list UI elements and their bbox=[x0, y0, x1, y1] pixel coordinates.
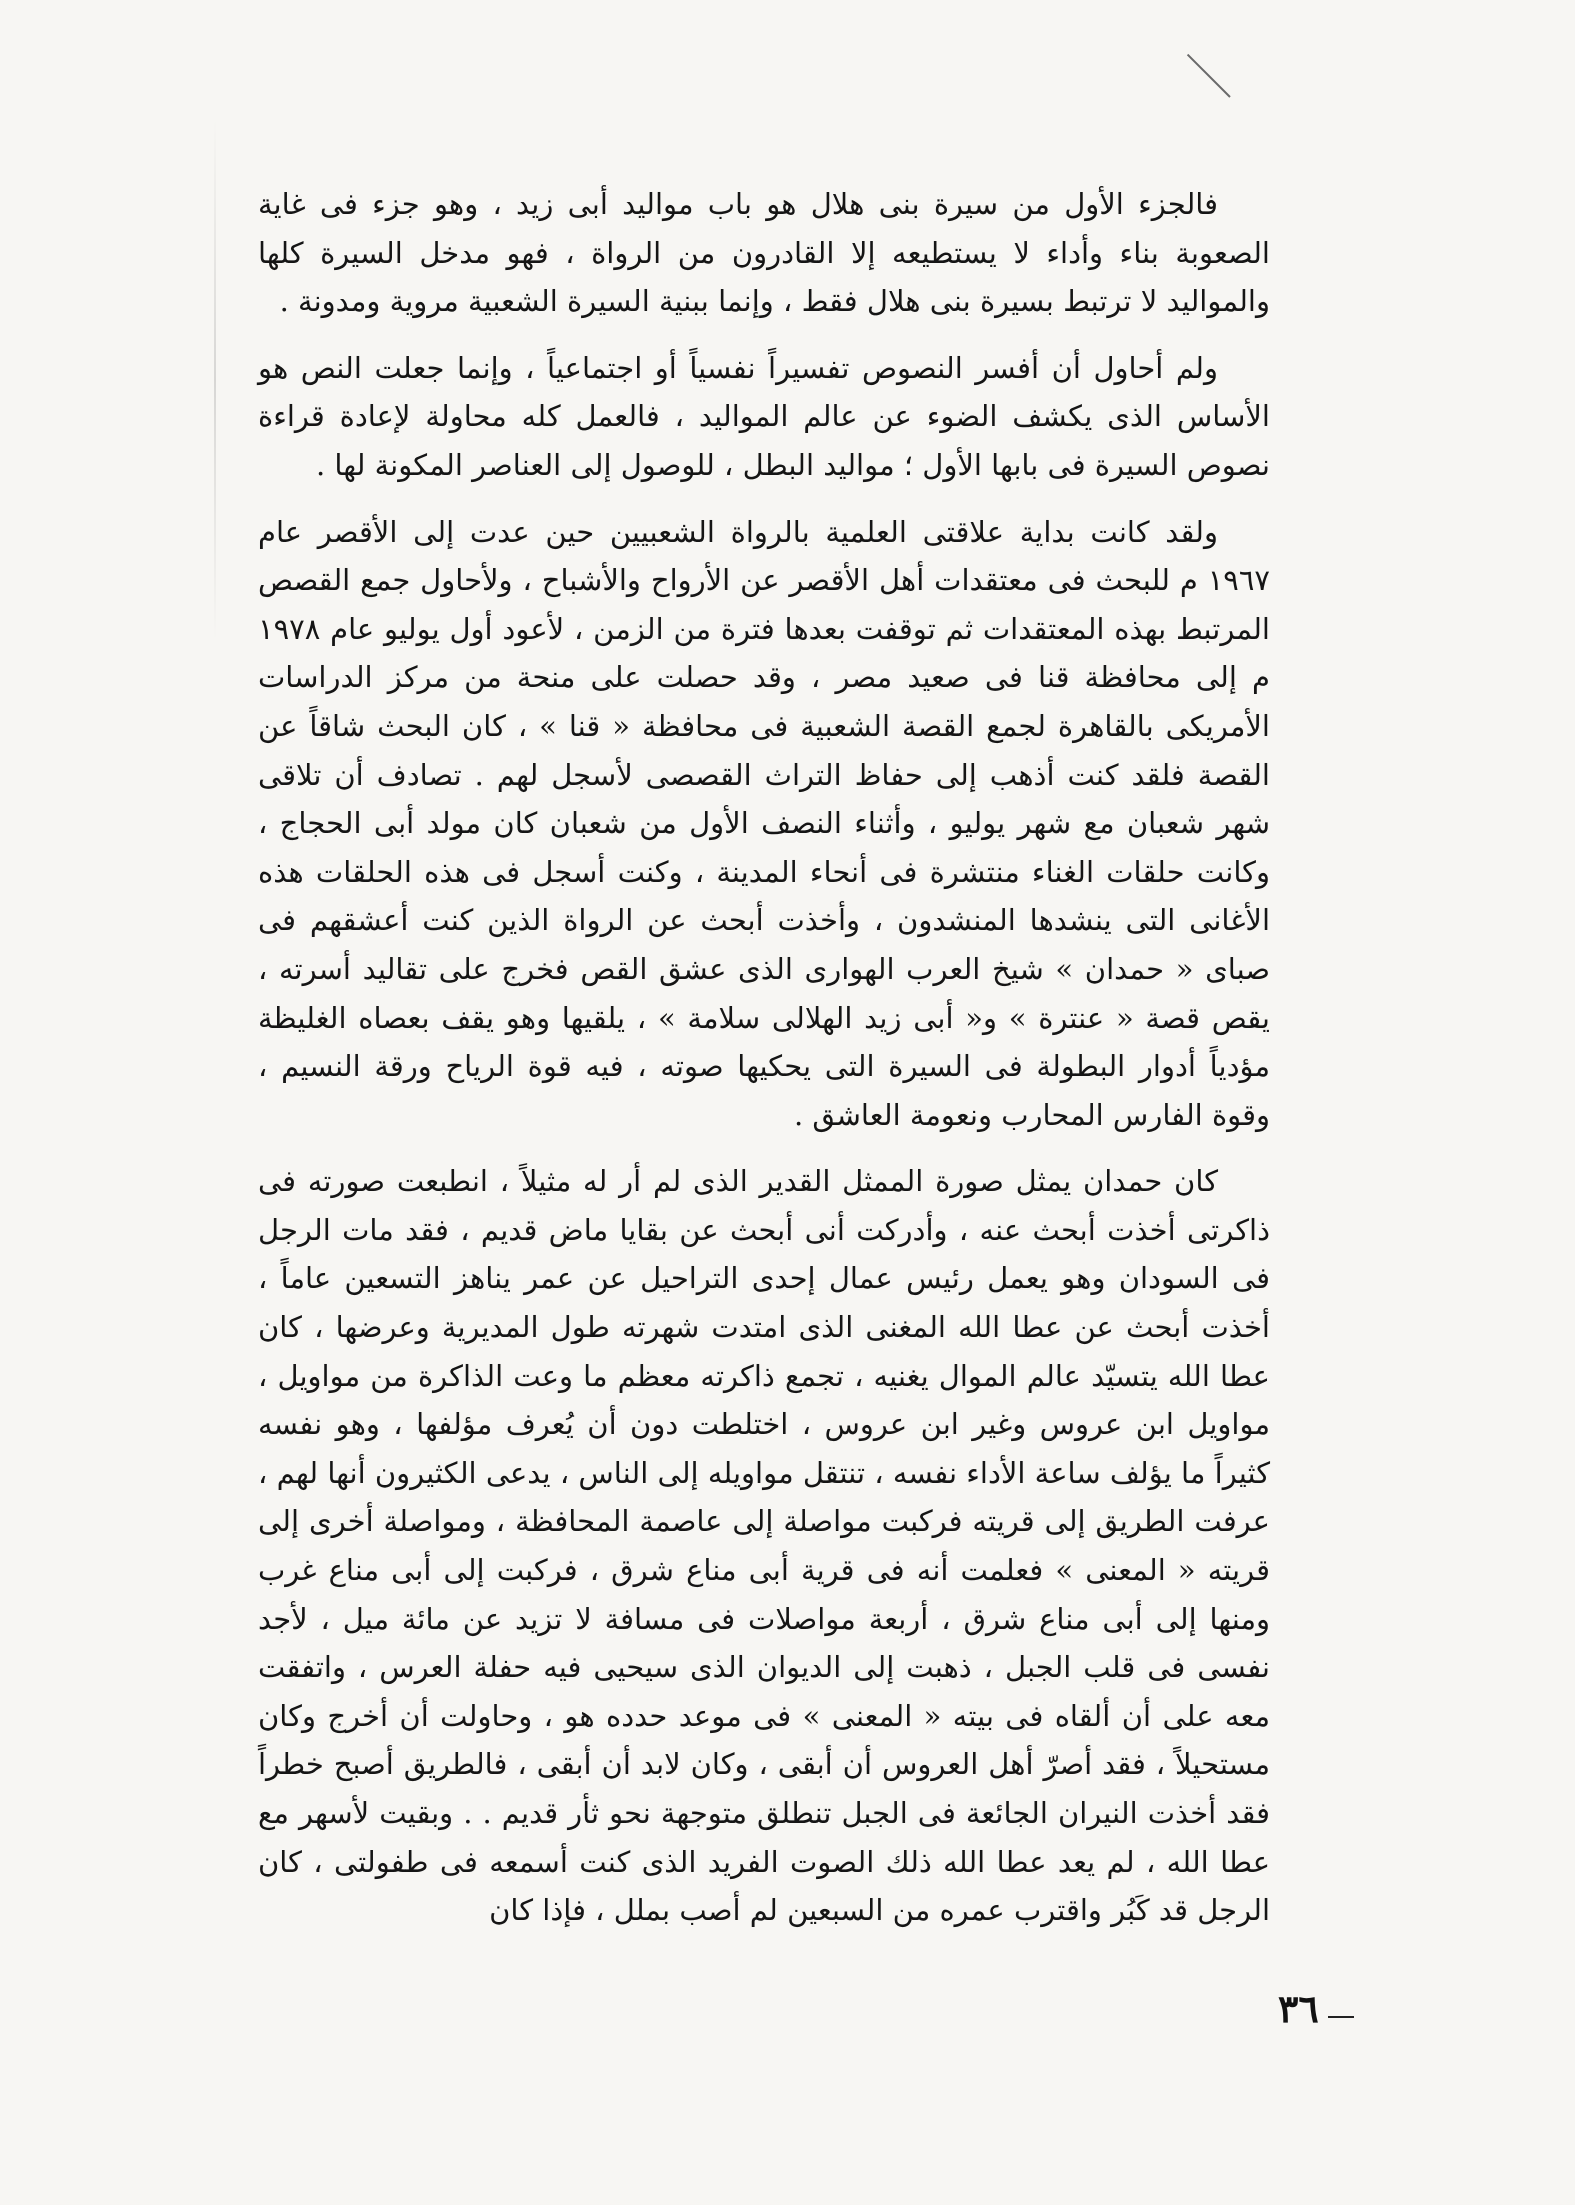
scan-shadow bbox=[214, 120, 216, 640]
page-number-mark bbox=[1328, 2016, 1354, 2018]
page-number: ٣٦ bbox=[1278, 1986, 1319, 2031]
body-text bbox=[258, 180, 1270, 1935]
paragraph-4: كان حمدان يمثل صورة الممثل القدير الذى لم أر له مثيلاً ، انطبعت صورته فى ذاكرتى أخذت أبحث عنه ، وأدركت أنى أبحث عن بقايا ماض قديم ، فقد مات الرجل فى السودان وهو يعمل رئيس عمال إحدى التراحيل عن عمر يناهز التسعين عاماً ، أخذت أبحث عن عطا الله المغنى الذى امتدت شهرته طول المديرية وعرضها ، كان عطا الله يتسيّد عالم الموال يغنيه ، تجمع ذاكرته معظم ما وعت الذاكرة من مواويل ، مواويل ابن عروس وغير ابن عروس ، اختلطت دون أن يُعرف مؤلفها ، وهو نفسه كثيراً ما يؤلف ساعة الأداء نفسه ، تنتقل مواويله إلى الناس ، يدعى الكثيرون أنها لهم ، عرفت الطريق إلى قريته فركبت مواصلة إلى عاصمة المحافظة ، ومواصلة أخرى إلى قريته « المعنى » فعلمت أنه فى قرية أبى مناع شرق ، فركبت إلى أبى مناع غرب ومنها إلى أبى مناع شرق ، أربعة مواصلات فى مسافة لا تزيد عن مائة ميل ، لأجد نفسى فى قلب الجبل ، ذهبت إلى الديوان الذى سيحيى فيه حفلة العرس ، واتفقت معه على أن ألقاه فى بيته « المعنى » فى موعد حدده هو ، وحاولت أن أخرج وكان مستحيلاً ، فقد أصرّ أهل العروس أن أبقى ، وكان لابد أن أبقى ، فالطريق أصبح خطراً فقد أخذت النيران الجائعة فى الجبل تنطلق متوجهة نحو ثأر قديم . . وبقيت لأسهر مع عطا الله ، لم يعد عطا الله ذلك الصوت الفريد الذى كنت أسمعه فى طفولتى ، كان الرجل قد كَبُر واقترب عمره من السبعين لم أصب بملل ، فإذا كان bbox=[258, 1164, 1270, 1928]
paragraph-2: ولم أحاول أن أفسر النصوص تفسيراً نفسياً أو اجتماعياً ، وإنما جعلت النص هو الأساس الذى يكشف الضوء عن عالم المواليد ، فالعمل كله محاولة لإعادة قراءة نصوص السيرة فى بابها الأول ؛ مواليد البطل ، للوصول إلى العناصر المكونة لها . bbox=[258, 350, 1270, 482]
paragraph-3: ولقد كانت بداية علاقتى العلمية بالرواة الشعبيين حين عدت إلى الأقصر عام ١٩٦٧ م للبحث فى معتقدات أهل الأقصر عن الأرواح والأشباح ، ولأحاول جمع القصص المرتبط بهذه المعتقدات ثم توقفت بعدها فترة من الزمن ، لأعود أول يوليو عام ١٩٧٨ م إلى محافظة قنا فى صعيد مصر ، وقد حصلت على منحة من مركز الدراسات الأمريكى بالقاهرة لجمع القصة الشعبية فى محافظة « قنا » ، كان البحث شاقاً عن القصة فلقد كنت أذهب إلى حفاظ التراث القصصى لأسجل لهم . تصادف أن تلاقى شهر شعبان مع شهر يوليو ، وأثناء النصف الأول من شعبان كان مولد أبى الحجاج ، وكانت حلقات الغناء منتشرة فى أنحاء المدينة ، وكنت أسجل فى هذه الحلقات هذه الأغانى التى ينشدها المنشدون ، وأخذت أبحث عن الرواة الذين كنت أعشقهم فى صباى « حمدان » شيخ العرب الهوارى الذى عشق القص فخرج على تقاليد أسرته ، يقص قصة « عنترة » و« أبى زيد الهلالى سلامة » ، يلقيها وهو يقف بعصاه الغليظة مؤدياً أدوار البطولة فى السيرة التى يحكيها صوته ، فيه قوة الرياح ورقة النسيم ، وقوة الفارس المحارب ونعومة العاشق . bbox=[258, 514, 1270, 1132]
paragraph-1: فالجزء الأول من سيرة بنى هلال هو باب مواليد أبى زيد ، وهو جزء فى غاية الصعوبة بناء وأداء لا يستطيعه إلا القادرون من الرواة ، فهو مدخل السيرة كلها والمواليد لا ترتبط بسيرة بنى هلال فقط ، وإنما ببنية السيرة الشعبية مروية ومدونة . bbox=[258, 187, 1270, 319]
corner-mark bbox=[1187, 54, 1231, 98]
